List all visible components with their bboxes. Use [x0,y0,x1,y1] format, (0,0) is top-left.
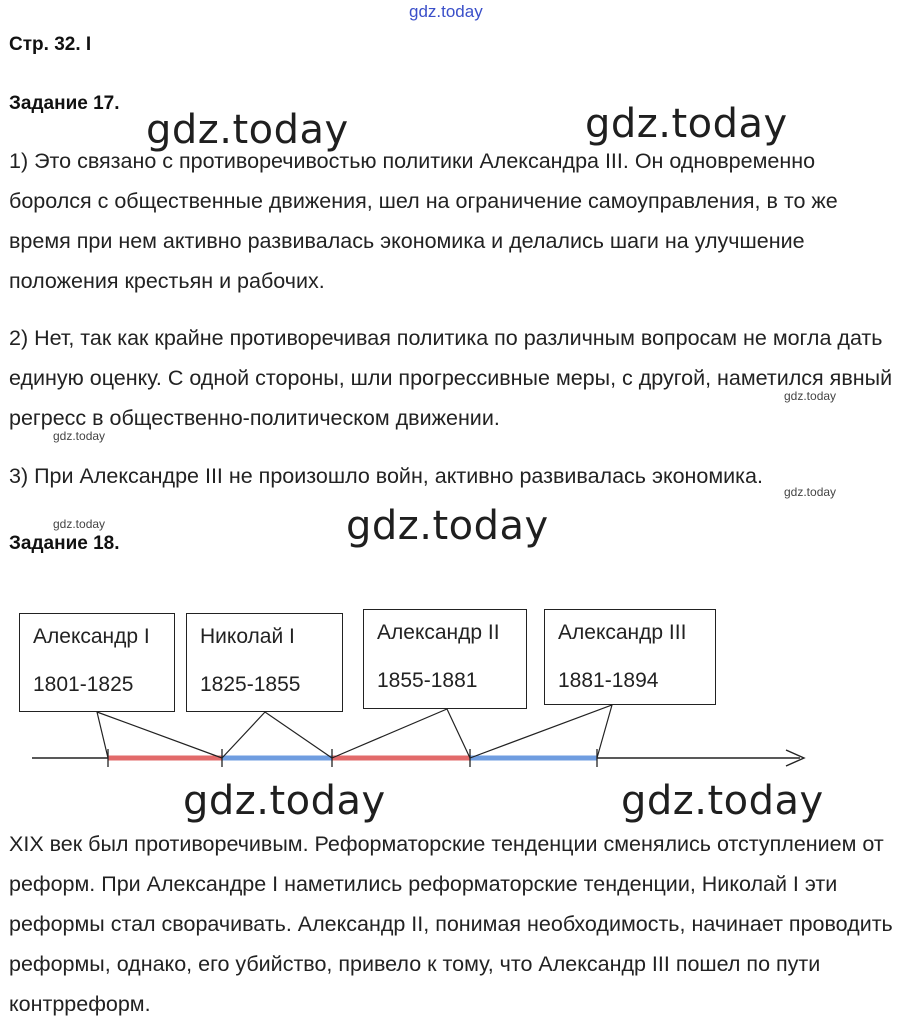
task17-answer-3: 3) При Александре III не произошло войн, активно развивалась экономика. [9,464,763,488]
task17-title: Задание 17. [9,93,120,114]
task17-answer-2: 2) Нет, так как крайне противоречивая политика по различным вопросам не могла дать единую оценку. С одной стороны, шли прогрессивные меры, с другой, наметился явный регресс в общественно-политическом движении. [9,326,893,430]
watermark-small: gdz.today [53,517,106,531]
watermark: gdz.today [346,503,549,549]
watermark-top: gdz.today [409,2,483,21]
watermark: gdz.today [585,101,788,147]
ruler-years: 1881-1894 [558,669,659,692]
task18-conclusion: XIX век был противоречивым. Реформаторские тенденции сменялись отступлением от реформ. При Александре I наметились реформаторские тенденции, Николай I эти реформы стал сворачивать. Александр II, понимая необходимость, начинает проводить реформы, однако, его убийство, привело к тому, что Александр III пошел по пути контрреформ. [9,832,893,1016]
ruler-years: 1801-1825 [33,673,134,696]
connector-alexander-2 [332,709,470,758]
watermark: gdz.today [621,778,824,824]
watermark: gdz.today [146,107,349,153]
page-header: Стр. 32. I [9,34,92,55]
task18-title: Задание 18. [9,533,120,554]
ruler-name: Александр III [558,621,687,644]
watermark-small: gdz.today [784,485,837,499]
watermark: gdz.today [183,778,386,824]
timeline-diagram [0,600,901,780]
ruler-name: Александр II [377,621,500,644]
connector-alexander-3 [470,705,612,758]
ruler-years: 1825-1855 [200,673,301,696]
connector-alexander-1 [97,712,222,758]
ruler-name: Александр I [33,625,150,648]
box-connectors [97,705,612,758]
task17-answer-1: 1) Это связано с противоречивостью политики Александра III. Он одновременно боролся с общественные движения, шел на ограничение самоуправления, в то же время при нем активно развивалась экономика и делались шаги на улучшение положения крестьян и рабочих. [9,149,838,293]
ruler-name: Николай I [200,625,295,648]
ruler-years: 1855-1881 [377,669,478,692]
watermark-small: gdz.today [784,389,837,403]
connector-nicholas-1 [222,712,332,758]
watermark-small: gdz.today [53,429,106,443]
